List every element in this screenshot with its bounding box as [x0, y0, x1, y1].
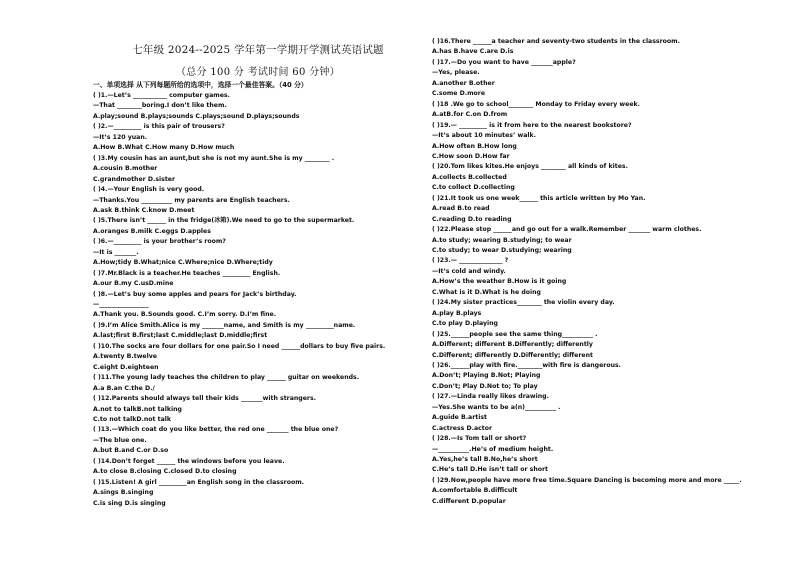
question-line: —Yes.She wants to be a(n)__________ . [432, 403, 561, 411]
question-line: ( )12.Parents should always tell their kids _______with strangers. [93, 395, 317, 403]
question-line: C.to not talkD.not talk [93, 415, 172, 423]
question-line: A.to close B.closing C.closed D.to closing [93, 468, 237, 476]
question-line: ( )25.______people see the same thing__________ . [432, 330, 598, 338]
question-line: A.Different; different B.Differently; differently [432, 341, 593, 349]
question-line: ( )3.My cousin has an aunt,but she is not my aunt.She is my ________ . [93, 154, 335, 162]
question-line: A.has B.have C.are D.is [432, 48, 514, 56]
question-line: C.What is it D.What is he doing [432, 288, 541, 296]
question-line: C.to study; to wear D.studying; wearing [432, 247, 572, 254]
question-line: ( )14.Don’t forget ______ the windows before you leave. [93, 457, 285, 465]
question-line: ( )6.—_________ is your brother’s room? [93, 238, 226, 246]
question-line: ( )9.I’m Alice Smith.Alice is my _______name, and Smith is my _________name. [93, 321, 356, 329]
question-line: A.cousin B.mother [93, 165, 158, 173]
page-title: 七年级 2024--2025 学年第一学期开学测试英语试题 [132, 44, 384, 56]
question-line: C.actress D.actor [432, 424, 493, 432]
question-line: —It is _______. [93, 248, 139, 256]
question-line: C.is sing D.is singing [93, 499, 166, 507]
question-line: ( )27.—Linda really likes drawing. [432, 393, 549, 401]
question-line: ( )21.It took us one week______ this article written by Mo Yan. [432, 194, 646, 202]
question-line: C.to play D.playing [432, 320, 498, 328]
question-line: ( )5.There isn’t ______ in the fridge(冰箱).We need to go to the supermarket. [93, 217, 355, 225]
question-line: A.Yes,he’s tall B.No,he’s short [432, 456, 538, 463]
question-line: A.last;first B.first;last C.middle;last D.middle;first [93, 332, 268, 340]
question-line: ( )1.—Let’s ___________ computer games. [93, 92, 230, 99]
question-line: C.He’s tall D.He isn’t tall or short [432, 466, 549, 474]
question-line: ( )24.My sister practices________ the violin every day. [432, 299, 615, 307]
question-line: ( )19.— _________ is it from here to the nearest bookstore? [432, 121, 632, 129]
question-line: A.How B.What C.How many D.How much [93, 144, 235, 152]
question-line: —It’s 120 yuan. [93, 133, 148, 141]
question-line: A.oranges B.milk C.eggs D.apples [93, 227, 211, 235]
question-line: A.read B.to read [432, 205, 490, 213]
question-line: ( )8.—Let’s buy some apples and pears for Jack’s birthday. [93, 290, 297, 298]
question-line: A.twenty B.twelve [93, 353, 157, 361]
question-line: C.to collect D.collecting [432, 184, 515, 192]
question-line: ( )17.—Do you want to have _______apple? [432, 58, 576, 66]
question-line: A.play B.plays [432, 309, 482, 317]
question-line: A.guide B.artist [432, 414, 488, 422]
question-line: ( )15.Listen! A girl _________an English song in the classroom. [93, 478, 304, 486]
question-line: A.How often B.How long [432, 142, 517, 150]
question-line: ( )16.There ______a teacher and seventy-two students in the classroom. [432, 38, 680, 45]
question-line: ( )11.The young lady teaches the children to play ______ guitar on weekends. [93, 374, 360, 382]
question-line: C.different D.popular [432, 497, 506, 505]
question-line: A.Don’t; Playing B.Not; Playing [432, 372, 541, 380]
question-line: A.sings B.singing [93, 489, 154, 497]
question-line: ( )23.— ______________ ? [432, 257, 509, 265]
question-line: C.grandmother D.sister [93, 175, 176, 183]
question-line: A.collects B.collected [432, 173, 507, 181]
question-line: A.How;tidy B.What;nice C.Where;nice D.Where;tidy [93, 259, 273, 267]
question-line: C.some D.more [432, 90, 486, 98]
exam-info: （总分 100 分 考试时间 60 分钟） [175, 67, 340, 78]
question-line: ( )10.The socks are four dollars for one pair.So I need ______dollars to buy five pairs. [93, 342, 386, 350]
question-line: ( )22.Please stop ______and go out for a walk.Remember _______ warm clothes. [432, 226, 702, 234]
question-line: —Yes, please. [432, 69, 480, 77]
question-line: C.Different; differently D.Differently; different [432, 351, 593, 359]
question-line: —It’s cold and windy. [432, 267, 506, 275]
question-line: —The blue one. [93, 436, 147, 444]
question-line: A.but B.and C.or D.so [93, 447, 169, 455]
question-line: A.our B.my C.usD.mine [93, 280, 174, 288]
section-heading: 一、单项选择 从下列每题所给的选项中，选择一个最佳答案。（40 分） [93, 81, 308, 89]
question-line: ( )29.Now,people have more free time.Square Dancing is becoming more and more _____. [432, 476, 742, 484]
question-line: A.to study; wearing B.studying; to wear [432, 236, 572, 244]
question-line: —That ________boring.I don’t like them. [93, 102, 227, 110]
question-line: ( )26.______play with fire.________with fire is dangerous. [432, 361, 622, 369]
question-line: A.How’s the weather B.How is it going [432, 278, 567, 286]
question-line: ( )7.Mr.Black is a teacher.He teaches _________ English. [93, 269, 281, 277]
question-line: A.comfortable B.difficult [432, 487, 518, 495]
question-line: ( )4.—Your English is very good. [93, 186, 205, 194]
question-line: —__________.He’s of medium height. [432, 445, 554, 453]
question-line: C.eight D.eighteen [93, 363, 159, 371]
question-line: A.not to talkB.not talking [93, 405, 182, 413]
question-line: A.ask B.think C.know D.meet [93, 206, 195, 214]
question-line: ( )2.—_________ is this pair of trousers? [93, 123, 225, 131]
question-line: A.a B.an C.the D./ [93, 384, 155, 392]
question-line: C.How soon D.How far [432, 152, 510, 160]
question-line: A.Thank you. B.Sounds good. C.I’m sorry. D.I’m fine. [93, 311, 277, 319]
question-line: ( )18 .We go to school________ Monday to Friday every week. [432, 100, 640, 108]
question-line: ( )28.—Is Tom tall or short? [432, 435, 527, 443]
question-line: A.another B.other [432, 79, 495, 87]
question-line: —Thanks.You __________ my parents are English teachers. [93, 196, 290, 204]
question-line: C.reading D.to reading [432, 215, 512, 223]
question-line: ( )20.Tom likes kites.He enjoys ________ all kinds of kites. [432, 163, 628, 171]
question-line: —It’s about 10 minutes’ walk. [432, 132, 536, 140]
question-line: ( )13.—Which coat do you like better, the red one _______ the blue one? [93, 426, 339, 434]
question-line: —________________ [93, 301, 149, 308]
question-line: C.Don’t; Play D.Not to; To play [432, 382, 538, 390]
question-line: A.atB.for C.on D.from [432, 111, 508, 119]
question-line: A.play;sound B.plays;sounds C.plays;sound D.plays;sounds [93, 112, 300, 120]
